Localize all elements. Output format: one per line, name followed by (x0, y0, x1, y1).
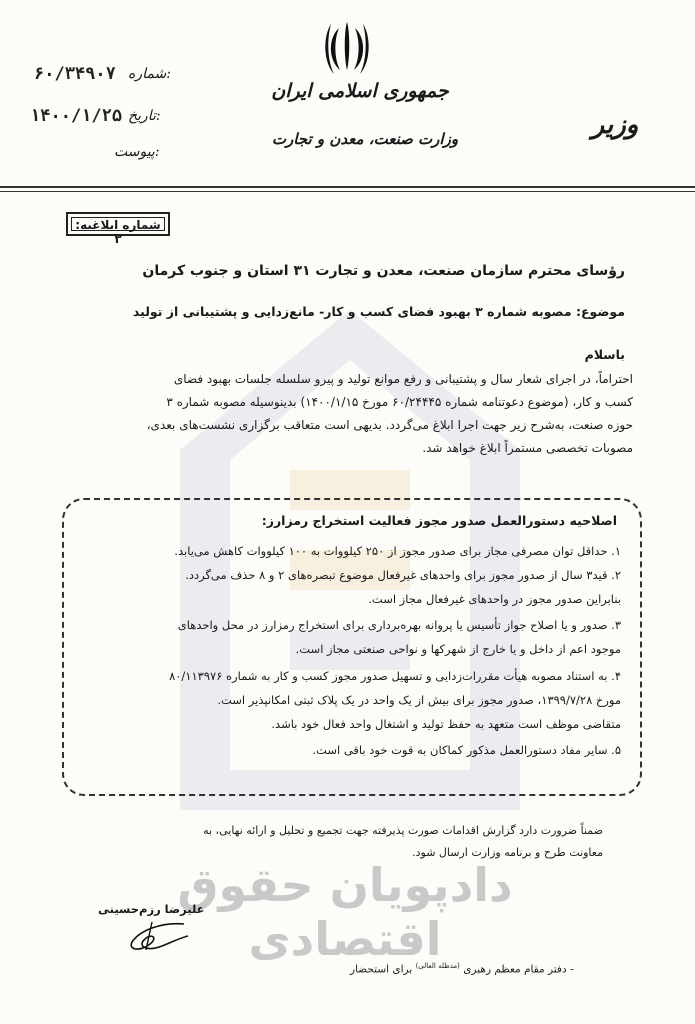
rule-line: ۱. حداقل توان مصرفی مجاز برای صدور مجوز از ۲۵۰ کیلووات به ۱۰۰ کیلووات کاهش می‌یابد. (174, 544, 621, 558)
cc-honorific: (مدظله العالی) (415, 962, 460, 970)
addressee: رؤسای محترم سازمان صنعت، معدن و تجارت ۳۱ استان و جنوب کرمان (142, 263, 625, 279)
body-line: کسب و کار، (موضوع دعوتنامه شماره ۶۰/۲۴۴۴۵ مورخ ۱۴۰۰/۱/۱۵) بدینوسیله مصوبه شماره ۳ (166, 395, 633, 409)
rule-line: ۳. صدور و یا اصلاح جواز تأسیس یا پروانه بهره‌برداری برای استخراج رمزارز در محل واحدهای (177, 618, 621, 632)
rule-line: ۲. قید۳ سال از صدور مجوز برای واحدهای غیرفعال موضوع تبصره‌های ۲ و ۸ حذف می‌گردد. (185, 568, 621, 582)
rule-line: بنابراین صدور مجوز در واحدهای غیرفعال مجاز است. (368, 592, 621, 606)
body-line: حوزه صنعت، به‌شرح زیر جهت اجرا ابلاغ می‌گردد. بدیهی است متعاقب برگزاری نشست‌های بعدی، (146, 418, 633, 432)
signature (122, 916, 192, 956)
subject: موضوع: مصوبه شماره ۳ بهبود فضای کسب و کار- مانع‌زدایی و پشتیبانی از تولید (132, 304, 625, 319)
rule-line: متقاضی موظف است متعهد به حفظ تولید و اشتغال واحد فعال خود باشد. (271, 717, 621, 731)
rule-line: مورخ ۱۳۹۹/۷/۲۸، صدور مجوز برای بیش از یک واحد در یک پلاک ثبتی امکانپذیر است. (217, 693, 621, 707)
number-value: ۶۰/۳۴۹۰۷ (34, 64, 116, 84)
body-line: مصوبات تخصصی مستمراً ابلاغ خواهد شد. (422, 441, 633, 455)
date-value: ۱۴۰۰/۱/۲۵ (30, 106, 123, 126)
rule-line: ۵. سایر مفاد دستورالعمل مذکور کماکان به قوت خود باقی است. (312, 743, 621, 757)
cc-prefix: - دفتر مقام معظم رهبری (463, 963, 574, 976)
date-label: تاریخ: (128, 108, 161, 124)
rule-line: موجود اعم از داخل و یا خارج از شهرکها و نواحی صنعتی مجاز است. (295, 642, 621, 656)
body-line: احتراماً، در اجرای شعار سال و پشتیبانی و رفع موانع تولید و پیرو سلسله جلسات بهبود فضای (173, 372, 633, 386)
republic-title: جمهوری اسلامی ایران (271, 80, 449, 102)
closing-line: معاونت طرح و برنامه وزارت ارسال شود. (412, 846, 603, 859)
greeting: باسلام (584, 347, 625, 362)
signer-name: علیرضا رزم‌حسینی (98, 902, 205, 916)
watermark-text: دادپویان حقوق اقتصادی (177, 858, 513, 966)
ministry-title: وزارت صنعت، معدن و تجارت (271, 130, 459, 148)
minister-title: وزیر (591, 110, 639, 140)
cc-suffix: برای استحضار (350, 963, 413, 976)
rule-line: ۴. به استناد مصوبه هیأت مقررات‌زدایی و تسهیل صدور مجوز کسب و کار به شماره ۸۰/۱۱۳۹۷۶ (169, 669, 621, 683)
number-label: شماره: (128, 66, 171, 82)
iran-emblem-icon (322, 18, 372, 76)
notice-number-box (66, 212, 170, 246)
closing-line: ضمناً ضرورت دارد گزارش اقدامات صورت پذیرفته جهت تجمیع و تحلیل و ارائه نهایی، به (203, 824, 603, 837)
header-divider (0, 186, 695, 188)
cc-note (350, 962, 574, 976)
attachment-label: پیوست: (114, 144, 160, 160)
rules-title: اصلاحیه دستورالعمل صدور مجوز فعالیت استخراج رمزارز: (261, 513, 617, 528)
notice-number: شماره ابلاغیه: ۳ (71, 217, 165, 231)
header-divider-thin (0, 191, 695, 192)
